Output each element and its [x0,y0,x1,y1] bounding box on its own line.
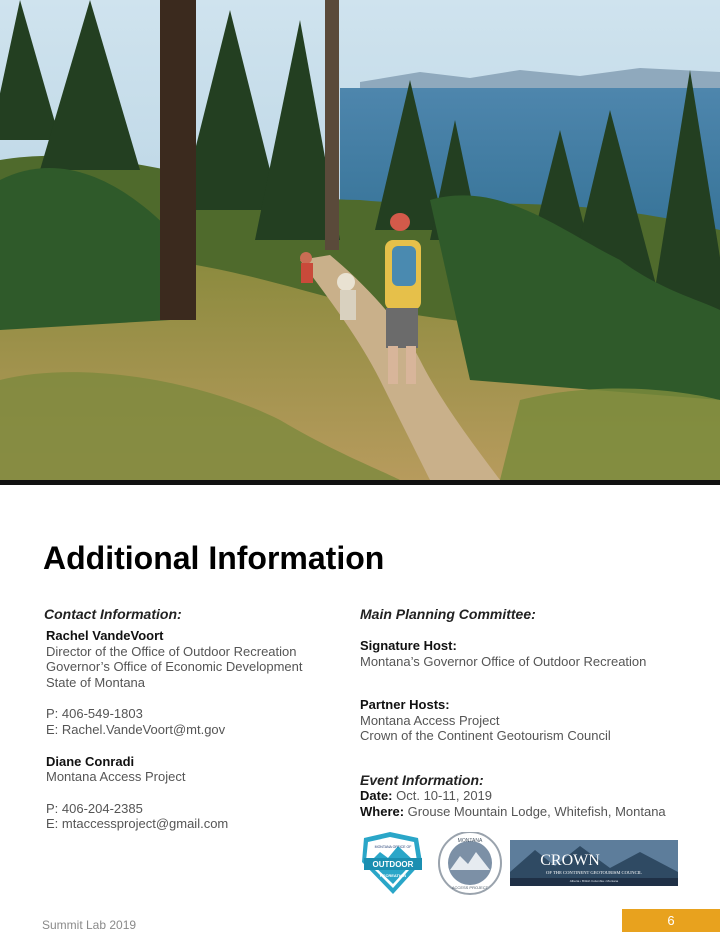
contact-1-name: Rachel VandeVoort [46,628,164,643]
contact-1-title: Director of the Office of Outdoor Recreation [46,643,297,659]
partner-logos [360,832,680,896]
partner-hosts-label: Partner Hosts: [360,697,450,713]
crown-logo-sub: OF THE CONTINENT GEOTOURISM COUNCIL [546,870,642,875]
access-logo-bottom: ACCESS PROJECT [451,885,489,890]
event-where-label: Where: [360,803,405,819]
committee-heading: Main Planning Committee: [360,606,536,622]
partner-host-1: Montana Access Project [360,712,500,728]
contact-1-phone: P: 406-549-1803 [46,706,143,722]
outdoor-logo-main: OUTDOOR [372,860,414,869]
event-date-value: Oct. 10-11, 2019 [392,787,493,803]
contact-2-name: Diane Conradi [46,753,135,769]
contact-column [46,606,346,832]
event-heading: Event Information: [360,771,484,788]
event-date-label: Date: [360,787,393,803]
hero-divider [0,480,720,485]
outdoor-logo-sub: RECREATION [379,873,407,878]
signature-host-label: Signature Host: [360,638,457,653]
page-number: 6 [622,909,720,932]
crown-logo-tiny: Alberta • British Columbia • Montana [569,879,619,883]
page-title: Additional Information [43,540,385,576]
outdoor-logo-top: MONTANA OFFICE OF [374,845,412,849]
contact-1-email[interactable]: E: Rachel.VandeVoort@mt.gov [46,721,226,737]
event-date [360,788,700,804]
event-where-value: Grouse Mountain Lodge, Whitefish, Montana [404,803,666,819]
access-logo-top: MONTANA [457,838,483,844]
crown-continent-logo [510,840,678,886]
contact-2-org: Montana Access Project [46,769,186,785]
partner-host-2: Crown of the Continent Geotourism Council [360,728,611,744]
contact-heading: Contact Information: [44,606,182,622]
contact-1-state: State of Montana [46,674,146,690]
outdoor-recreation-logo [362,832,422,894]
contact-1-org: Governor’s Office of Economic Development [46,659,303,675]
contact-2-email[interactable]: E: mtaccessproject@gmail.com [46,816,229,832]
contact-2-phone: P: 406-204-2385 [46,800,143,816]
access-project-logo [439,832,501,894]
footer-label: Summit Lab 2019 [42,918,137,932]
crown-logo-main: CROWN [540,852,600,869]
event-where [360,804,700,820]
signature-host-value: Montana’s Governor Office of Outdoor Recreation [360,653,647,669]
committee-column [360,606,700,819]
logos-strip [360,832,680,896]
